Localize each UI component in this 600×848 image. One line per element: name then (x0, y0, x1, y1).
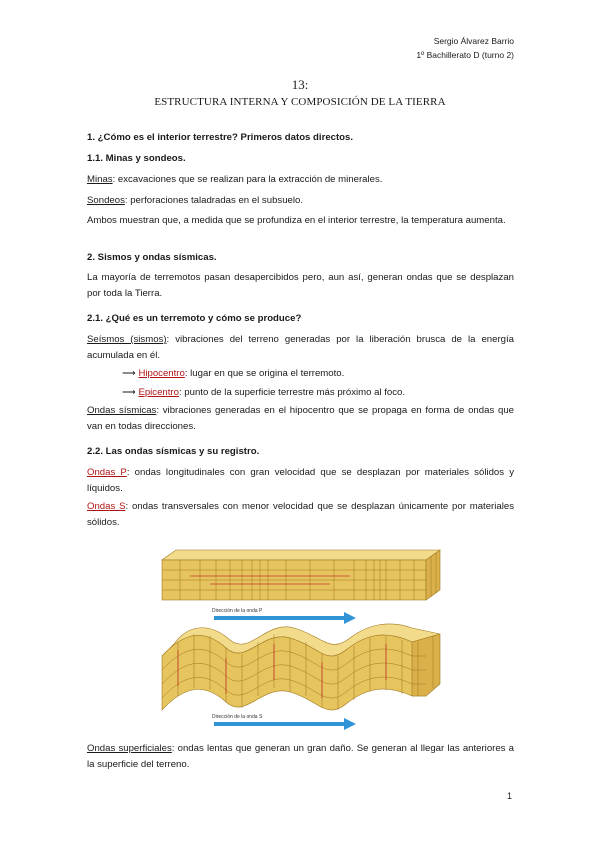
p-wave-arrow-shaft (214, 616, 344, 620)
ondas-s-term: Ondas S (87, 501, 126, 512)
hipocentro-def: : lugar en que se origina el terremoto. (184, 368, 345, 379)
section-2-2-heading: 2.2. Las ondas sísmicas y su registro. (87, 446, 260, 457)
section-2-heading: 2. Sismos y ondas sísmicas. (87, 252, 217, 263)
ondas-sismicas-definition (87, 403, 514, 435)
hipocentro-definition (122, 366, 512, 382)
p-wave-block (162, 550, 440, 600)
s-wave-block (162, 624, 440, 710)
arrow-icon: ⟶ (122, 368, 136, 379)
p-wave-arrow-head (344, 612, 356, 624)
topic-title: ESTRUCTURA INTERNA Y COMPOSICIÓN DE LA TIERRA (154, 96, 446, 108)
seismos-def: : vibraciones del terreno generadas por la liberación brusca de la energía acumulada en él. (87, 334, 514, 361)
section-2-intro: La mayoría de terremotos pasan desapercibidos pero, aun así, generan ondas que se desplazan por toda la Tierra. (87, 272, 514, 299)
minas-term: Minas (87, 174, 113, 185)
minas-def: : excavaciones que se realizan para la extracción de minerales. (112, 174, 383, 185)
course-label: 1º Bachillerato D (turno 2) (416, 50, 514, 60)
p-wave-caption: Dirección de la onda P (212, 608, 263, 614)
epicentro-term: Epicentro (138, 387, 179, 398)
ondas-sismicas-def: : vibraciones generadas en el hipocentro que se propaga en forma de ondas que van en todas direcciones. (87, 405, 515, 432)
ondas-s-definition (87, 499, 514, 531)
ondas-superficiales-definition (87, 741, 514, 773)
section-1-1-heading: 1.1. Minas y sondeos. (87, 153, 186, 164)
s-wave-arrow-shaft (214, 722, 344, 726)
arrow-icon: ⟶ (122, 387, 136, 398)
ondas-p-definition (87, 465, 514, 497)
epicentro-def: : punto de la superficie terrestre más próximo al foco. (178, 387, 406, 398)
sondeos-term: Sondeos (87, 195, 125, 206)
minas-definition (87, 172, 514, 188)
section-1-heading: 1. ¿Cómo es el interior terrestre? Primeros datos directos. (87, 132, 354, 143)
seismos-term: Seísmos (sismos) (87, 334, 167, 345)
epicentro-definition (122, 385, 512, 401)
seismos-definition (87, 332, 514, 364)
ondas-superficiales-def: : ondas lentas que generan un gran daño. Se generan al llegar las anteriores a la superficie del terreno. (87, 743, 514, 770)
page-number: 1 (506, 791, 512, 801)
section-2-1-heading: 2.1. ¿Qué es un terremoto y cómo se produce? (87, 313, 302, 324)
ambos-paragraph: Ambos muestran que, a medida que se profundiza en el interior terrestre, la temperatura aumenta. (87, 215, 506, 226)
ondas-s-def: : ondas transversales con menor velocidad que se desplazan únicamente por materiales sólidos. (87, 501, 514, 528)
ondas-p-def: : ondas longitudinales con gran velocidad que se desplazan por materiales sólidos y líquidos. (87, 467, 514, 494)
author-name: Sergio Álvarez Barrio (433, 36, 514, 46)
hipocentro-term: Hipocentro (138, 368, 185, 379)
seismic-waves-figure (150, 546, 450, 736)
s-wave-caption: Dirección de la onda S (212, 714, 263, 720)
sondeos-definition (87, 193, 514, 209)
topic-number: 13: (291, 77, 309, 92)
s-wave-arrow-head (344, 718, 356, 730)
ondas-p-term: Ondas P (87, 467, 127, 478)
sondeos-def: : perforaciones taladradas en el subsuelo. (124, 195, 304, 206)
ondas-sismicas-term: Ondas sísmicas (87, 405, 157, 416)
ondas-superficiales-term: Ondas superficiales (87, 743, 172, 754)
